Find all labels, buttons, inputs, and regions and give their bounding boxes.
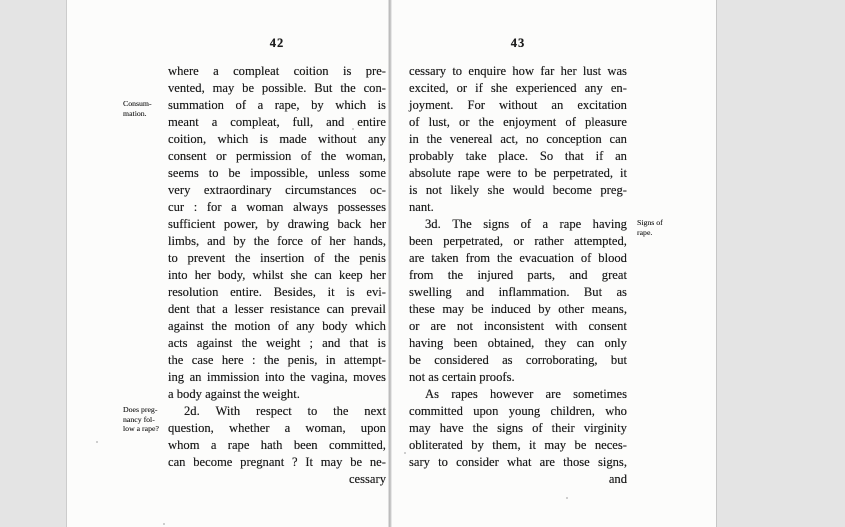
page-number: 42 <box>269 36 285 50</box>
scan-speck <box>352 128 354 130</box>
text-line: cessary <box>348 472 386 486</box>
text-line: limbs, and by the force of her hands, <box>168 234 386 248</box>
text-line: are taken from the evacuation of blood <box>409 251 627 265</box>
margin-note: Consum- mation. <box>123 99 152 118</box>
text-line: from the injured parts, and great <box>409 268 627 282</box>
text-line: be considered as corroborating, but <box>409 353 627 367</box>
text-line: summation of a rape, by which is <box>168 98 386 112</box>
text-line: or are not inconsistent with consent <box>409 319 627 333</box>
page-right <box>392 0 717 527</box>
text-line: probably take place. So that if an <box>409 149 627 163</box>
text-line: can become pregnant ? It may be ne- <box>168 455 386 469</box>
text-line: question, whether a woman, upon <box>168 421 386 435</box>
page-left <box>66 0 389 527</box>
text-line: is not likely she would become preg- <box>409 183 627 197</box>
text-line: acts against the weight ; and that is <box>168 336 386 350</box>
text-line: against the motion of any body which <box>168 319 386 333</box>
margin-note: Signs of rape. <box>637 218 663 237</box>
text-line: dent that a lesser resistance can prevail <box>168 302 386 316</box>
text-line: cur : for a woman always possesses <box>168 200 386 214</box>
text-line: sufficient power, by drawing back her <box>168 217 386 231</box>
text-line: having been obtained, they can only <box>409 336 627 350</box>
text-line: committed upon young children, who <box>409 404 627 418</box>
text-line: excited, or if she experienced any en- <box>409 81 627 95</box>
text-line: of lust, or the enjoyment of pleasure <box>409 115 627 129</box>
text-line: and <box>608 472 627 486</box>
margin-note: Does preg- nancy fol- low a rape? <box>123 405 159 433</box>
text-line: swelling and inflammation. But as <box>409 285 627 299</box>
scan-speck <box>96 441 98 443</box>
text-line: nant. <box>409 200 434 214</box>
text-line: where a compleat coition is pre- <box>168 64 386 78</box>
text-line: these may be induced by other means, <box>409 302 627 316</box>
text-line: meant a compleat, full, and entire <box>168 115 386 129</box>
text-line: whom a rape hath been committed, <box>168 438 386 452</box>
text-line: been perpetrated, or rather attempted, <box>409 234 627 248</box>
text-line: coition, which is made without any <box>168 132 386 146</box>
text-line: into her body, whilst she can keep her <box>168 268 386 282</box>
text-line: very extraordinary circumstances oc- <box>168 183 386 197</box>
text-line: sary to consider what are those signs, <box>409 455 627 469</box>
text-line: 2d. With respect to the next <box>184 404 386 418</box>
scan-speck <box>566 497 568 499</box>
page-body-text <box>409 63 627 488</box>
scan-speck <box>404 452 406 454</box>
page-body-text <box>168 63 386 488</box>
text-line: ing an immission into the vagina, moves <box>168 370 386 384</box>
text-line: 3d. The signs of a rape having <box>425 217 627 231</box>
text-line: resolution entire. Besides, it is evi- <box>168 285 386 299</box>
text-line: seems to be impossible, unless some <box>168 166 386 180</box>
text-line: to prevent the insertion of the penis <box>168 251 386 265</box>
text-line: obliterated by them, it may be neces- <box>409 438 627 452</box>
text-line: vented, may be possible. But the con- <box>168 81 386 95</box>
text-line: joyment. For without an excitation <box>409 98 627 112</box>
text-line: a body against the weight. <box>168 387 300 401</box>
text-line: the case here : the penis, in attempt- <box>168 353 386 367</box>
text-line: cessary to enquire how far her lust was <box>409 64 627 78</box>
text-line: not as certain proofs. <box>409 370 515 384</box>
text-line: may have the signs of their virginity <box>409 421 627 435</box>
text-line: in the venereal act, no conception can <box>409 132 627 146</box>
text-line: consent or permission of the woman, <box>168 149 386 163</box>
page-number: 43 <box>510 36 526 50</box>
text-line: As rapes however are sometimes <box>425 387 627 401</box>
scan-speck <box>163 523 165 525</box>
text-line: absolute rape were to be perpetrated, it <box>409 166 627 180</box>
